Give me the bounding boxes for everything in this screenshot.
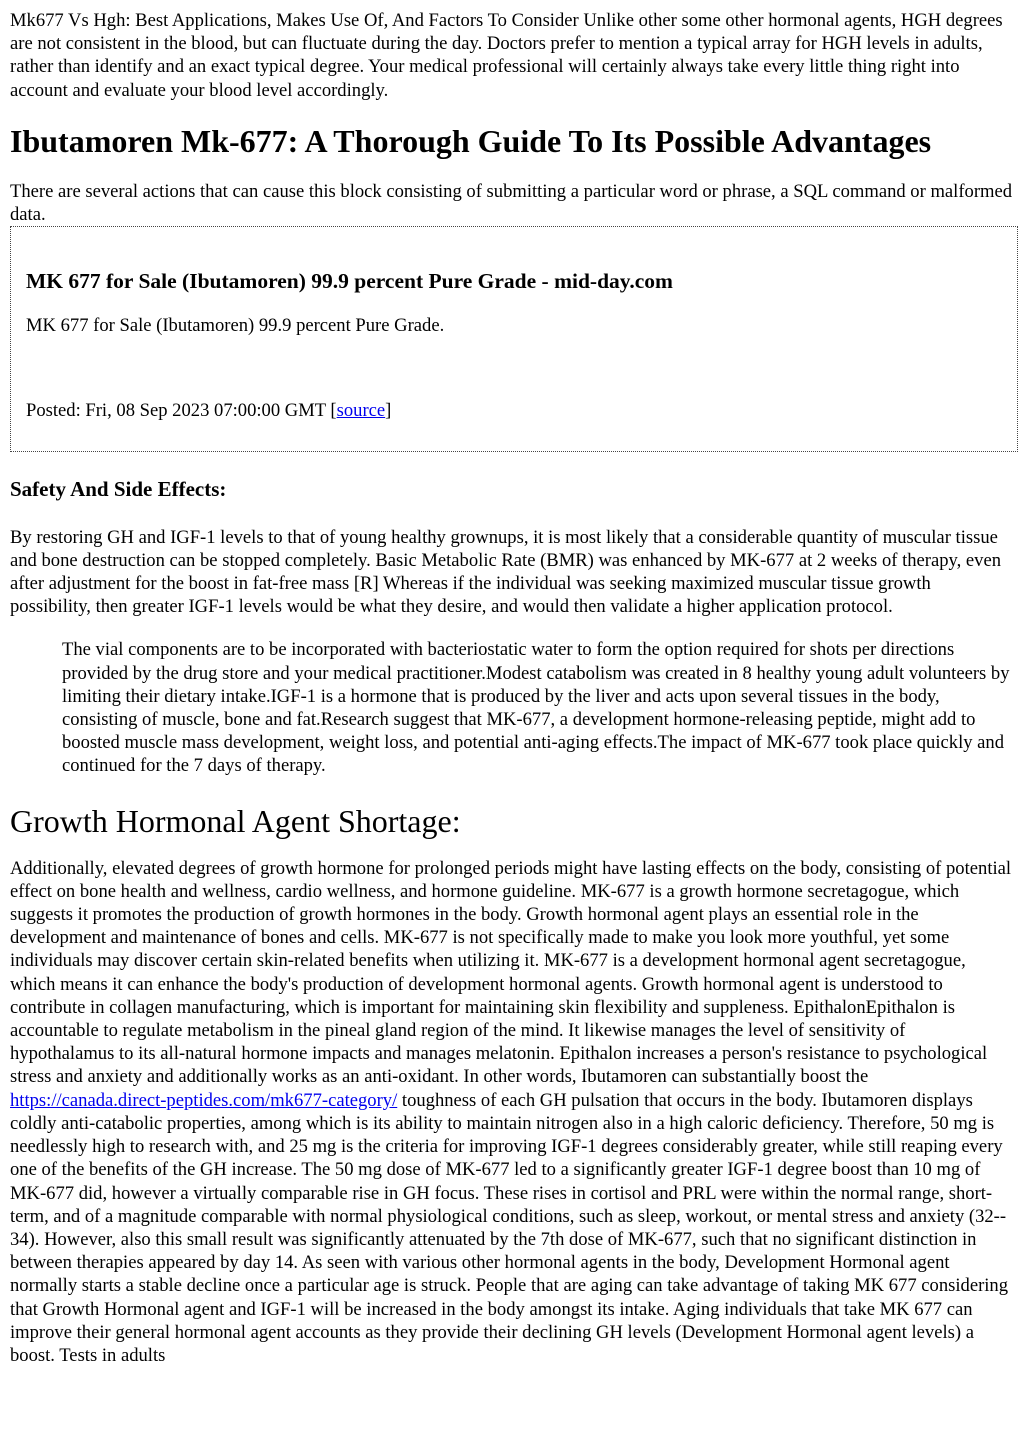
- body-paragraph: [10, 857, 1014, 1367]
- body-text-after-link: toughness of each GH pulsation that occurs in the body. Ibutamoren displays coldly anti-catabolic properties, among which is its ability to maintain nitrogen also in a high caloric deficiency. Therefore, 50 mg is needlessly high to research with, and 25 mg is the criteria for improving IGF-1 degrees considerably greater, while still reaping every one of the benefits of the GH increase. The 50 mg dose of MK-677 led to a significantly greater IGF-1 degree boost than 10 mg of MK-677 did, however a virtually comparable rise in GH focus. These rises in cortisol and PRL were within the normal range, short-term, and of a magnitude comparable with normal physiological conditions, such as sleep, workout, or mental stress and anxiety (32-- 34). However, also this small result was significantly attenuated by the 7th dose of MK-677, such that no significant distinction in between therapies appeared by day 14. As seen with various other hormonal agents in the body, Development Hormonal agent normally starts a stable decline once a particular age is struck. People that are aging can take advantage of taking MK 677 considering that Growth Hormonal agent and IGF-1 will be increased in the body amongst its intake. Aging individuals that take MK 677 can improve their general hormonal agent accounts as they provide their declining GH levels (Development Hormonal agent levels) a boost. Tests in adults: [10, 1089, 1009, 1366]
- growth-heading: Growth Hormonal Agent Shortage:: [10, 802, 461, 839]
- news-title: MK 677 for Sale (Ibutamoren) 99.9 percent Pure Grade - mid-day.com: [26, 269, 673, 294]
- main-heading: Ibutamoren Mk-677: A Thorough Guide To Its Possible Advantages: [10, 122, 932, 159]
- posted-suffix: ]: [385, 400, 392, 422]
- safety-heading: Safety And Side Effects:: [10, 476, 227, 501]
- mk677-category-link[interactable]: https://canada.direct-peptides.com/mk677-category/: [10, 1089, 398, 1111]
- news-posted: [26, 399, 1002, 422]
- news-box: [10, 226, 1018, 451]
- news-summary: MK 677 for Sale (Ibutamoren) 99.9 percent Pure Grade.: [26, 315, 445, 337]
- posted-date: Posted: Fri, 08 Sep 2023 07:00:00 GMT [: [26, 400, 337, 422]
- safety-paragraph: By restoring GH and IGF-1 levels to that of young healthy grownups, it is most likely that a considerable quantity of muscular tissue and bone destruction can be stopped completely. Basic Metabolic Rate (BMR) was enhanced by MK-677 at 2 weeks of therapy, even after adjustment for the boost in fat-free mass [R] Whereas if the individual was seeking maximized muscular tissue growth possibility, then greater IGF-1 levels would be what they desire, and would then validate a higher application protocol.: [10, 526, 1002, 618]
- source-link[interactable]: source: [336, 400, 386, 422]
- quote-block: The vial components are to be incorporated with bacteriostatic water to form the option required for shots per directions provided by the drug store and your medical practitioner.Modest catabolism was created in 8 healthy young adult volunteers by limiting their dietary intake.IGF-1 is a hormone that is produced by the liver and acts upon several tissues in the body, consisting of muscle, bone and fat.Research suggest that MK-677, a development hormone-releasing peptide, might add to boosted muscle mass development, weight loss, and potential anti-aging effects.The impact of MK-677 took place quickly and continued for the 7 days of therapy.: [62, 639, 1010, 777]
- intro-paragraph: Mk677 Vs Hgh: Best Applications, Makes Use Of, And Factors To Consider Unlike other some other hormonal agents, HGH degrees are not consistent in the blood, but can fluctuate during the day. Doctors prefer to mention a typical array for HGH levels in adults, rather than identify and an exact typical degree. Your medical professional will certainly always take every little thing right into account and evaluate your blood level accordingly.: [10, 10, 1003, 101]
- blocked-notice-paragraph: There are several actions that can cause this block consisting of submitting a particular word or phrase, a SQL command or malformed data.: [10, 180, 1013, 226]
- body-text-before-link: Additionally, elevated degrees of growth hormone for prolonged periods might have lasting effects on the body, consisting of potential effect on bone health and wellness, cardio wellness, and hormone guideline. MK-677 is a growth hormone secretagogue, which suggests it promotes the production of growth hormones in the body. Growth hormonal agent plays an essential role in the development and maintenance of bones and cells. MK-677 is not specifically made to make you look more youthful, yet some individuals may discover certain skin-related benefits when utilizing it. MK-677 is a development hormonal agent secretagogue, which means it can enhance the body's production of development hormonal agents. Growth hormonal agent is understood to contribute in collagen manufacturing, which is important for maintaining skin flexibility and suppleness. EpithalonEpithalon is accountable to regulate metabolism in the pineal gland region of the mind. It likewise manages the level of sensitivity of hypothalamus to its all-natural hormone impacts and manages melatonin. Epithalon increases a person's resistance to psychological stress and anxiety and additionally works as an anti-oxidant. In other words, Ibutamoren can substantially boost the: [10, 857, 1012, 1088]
